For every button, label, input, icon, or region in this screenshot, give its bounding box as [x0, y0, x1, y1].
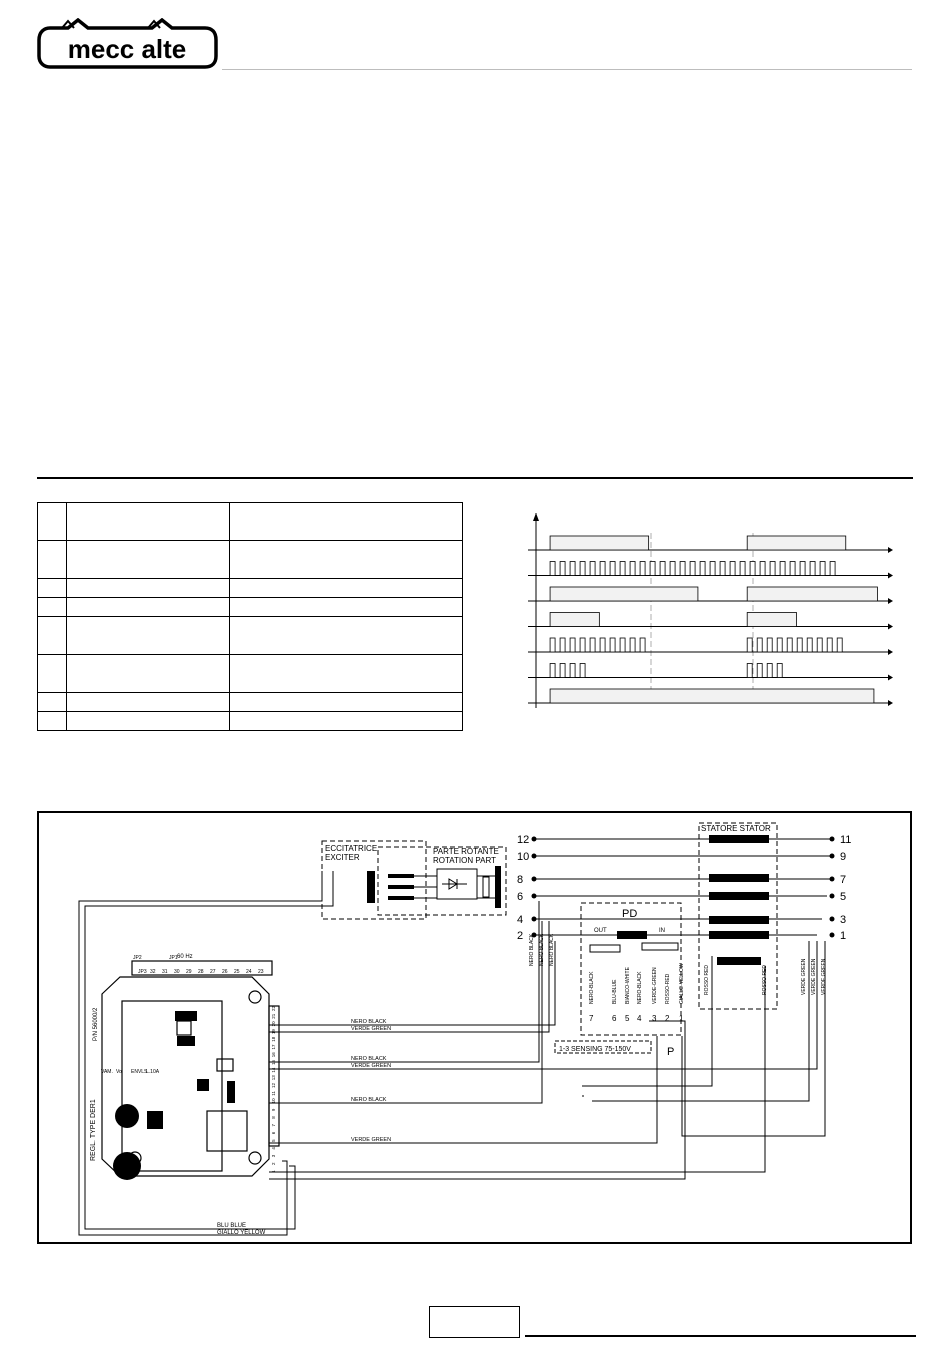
pd-terminal-label: 5	[625, 1014, 630, 1023]
board-side-terminal: 5	[271, 1139, 276, 1142]
pd-terminal-label: 1	[679, 1014, 684, 1023]
board-top-terminal: 28	[198, 969, 204, 975]
terminal-label: 1	[840, 930, 847, 942]
board-wire-label: VERDE GREEN	[351, 1137, 392, 1143]
timing-pulse	[560, 562, 565, 576]
table-row	[38, 541, 463, 579]
timing-pulse	[550, 587, 698, 601]
board-top-terminal: 23	[258, 969, 264, 975]
arrow-icon	[888, 573, 893, 579]
timing-pulse	[807, 638, 812, 652]
exciter-label-en: EXCITER	[325, 853, 360, 862]
timing-pulse	[680, 562, 685, 576]
arrow-icon	[888, 649, 893, 655]
terminal-label: 6	[517, 891, 524, 903]
jumper-label: JP2	[133, 955, 142, 961]
rotating-label: PARTE ROTANTE	[433, 847, 499, 856]
out-label: OUT	[594, 928, 607, 934]
timing-pulse	[600, 638, 605, 652]
board-side-terminal: 14	[271, 1067, 276, 1073]
timing-pulse	[830, 562, 835, 576]
jumper-label: JP1	[169, 955, 178, 961]
board-side-terminal: 12	[271, 1082, 276, 1088]
timing-pulse	[550, 562, 555, 576]
table-row	[38, 655, 463, 693]
timing-pulse	[550, 664, 555, 678]
terminal-label: 7	[840, 874, 847, 886]
timing-pulse	[580, 562, 585, 576]
table-row	[38, 598, 463, 617]
blue-label: BLU BLUE	[217, 1223, 247, 1229]
pd-label: PD	[622, 908, 638, 920]
regulator-board	[102, 977, 269, 1176]
regulator-code: P/N 56000/2	[93, 1007, 99, 1041]
timing-pulse	[600, 562, 605, 576]
timing-pulse	[560, 638, 565, 652]
terminal-label: 4	[517, 914, 524, 926]
board-side-terminal: 18	[271, 1036, 276, 1042]
timing-pulse	[817, 638, 822, 652]
board-side-terminal: 13	[271, 1075, 276, 1081]
board-wire-label: NERO BLACK	[351, 1097, 387, 1103]
pd-terminal-label: 6	[612, 1014, 617, 1023]
timing-pulse	[550, 536, 649, 550]
p-label: P	[667, 1046, 675, 1058]
board-side-terminal: 22	[271, 1005, 276, 1011]
timing-pulse	[747, 664, 752, 678]
board-top-terminal: 29	[186, 969, 192, 975]
terminal-label: 9	[840, 851, 847, 863]
pd-terminal-label: 3	[652, 1014, 657, 1023]
timing-pulse	[570, 664, 575, 678]
terminal-label: 2	[517, 930, 524, 942]
timing-pulse	[810, 562, 815, 576]
stator-wire-label: VERDE GREEN	[801, 958, 807, 995]
table-row	[38, 579, 463, 598]
arrow-icon	[888, 624, 893, 630]
timing-pulse	[767, 664, 772, 678]
board-wire-label: VERDE GREEN	[351, 1026, 392, 1032]
stator-wire-label: VERDE GREEN	[821, 958, 827, 995]
timing-pulse	[747, 587, 877, 601]
page-number-box	[429, 1306, 520, 1338]
timing-pulse	[640, 638, 645, 652]
timing-pulse	[837, 638, 842, 652]
vertical-wire-label: NERO BLACK	[539, 933, 545, 966]
pd-wire-label: NERO-BLACK	[589, 971, 595, 1004]
timing-pulse	[720, 562, 725, 576]
terminal-label: 3	[840, 914, 847, 926]
board-side-terminal: 21	[271, 1013, 276, 1019]
timing-pulse	[700, 562, 705, 576]
regulator-label: REGL. TYPE DER1	[90, 1099, 97, 1161]
timing-pulse	[550, 689, 874, 703]
sensing-label: 1-3 SENSING 75-150V	[559, 1046, 631, 1053]
trim-label: L.10A	[146, 1069, 160, 1075]
timing-pulse	[630, 562, 635, 576]
timing-pulse	[797, 638, 802, 652]
timing-pulse	[670, 562, 675, 576]
timing-pulse	[610, 638, 615, 652]
pd-wire-label: ROSSO-RED	[665, 973, 671, 1004]
trim-label: VAM.	[101, 1069, 113, 1075]
timing-pulse	[827, 638, 832, 652]
timing-pulse	[767, 638, 772, 652]
terminal-label: 5	[840, 891, 847, 903]
table-row	[38, 712, 463, 731]
timing-pulse	[757, 664, 762, 678]
section-rule	[37, 477, 913, 479]
timing-pulse	[690, 562, 695, 576]
board-side-terminal: 7	[271, 1123, 276, 1127]
stator-wire-label: ROSSO RED	[762, 964, 768, 995]
timing-pulse	[650, 562, 655, 576]
timing-pulse	[590, 638, 595, 652]
table-row	[38, 617, 463, 655]
stator-wire-label: ROSSO RED	[704, 964, 710, 995]
board-side-terminal: 10	[271, 1098, 276, 1104]
timing-pulse	[740, 562, 745, 576]
timing-pulse	[610, 562, 615, 576]
rotating-label-en: ROTATION PART	[433, 856, 496, 865]
timing-pulse	[590, 562, 595, 576]
arrow-icon	[888, 598, 893, 604]
board-top-terminal: 32	[150, 969, 156, 975]
timing-pulse	[820, 562, 825, 576]
mecc-alte-logo	[36, 18, 219, 70]
timing-pulse	[580, 638, 585, 652]
timing-pulse	[560, 664, 565, 678]
pd-wire-label: BLU-BLUE	[612, 979, 618, 1004]
board-wire-label: NERO BLACK	[351, 1019, 387, 1025]
parameter-table	[37, 502, 463, 731]
logo-text: mecc alte	[67, 34, 187, 64]
trim-label: ENVLS.	[131, 1069, 149, 1075]
board-side-terminal: 4	[271, 1147, 276, 1150]
vertical-wire-label: NERO BLACK	[529, 933, 535, 966]
pd-terminal-label: 7	[589, 1014, 594, 1023]
timing-pulse	[777, 638, 782, 652]
board-side-terminal: 20	[271, 1021, 276, 1027]
terminal-label: 12	[517, 834, 530, 846]
timing-pulse	[747, 638, 752, 652]
board-wire-label: VERDE GREEN	[351, 1063, 392, 1069]
trim-label: Vo	[116, 1069, 122, 1075]
exciter-label: ECCITATRICE	[325, 844, 378, 853]
timing-pulse	[580, 664, 585, 678]
timing-pulse	[800, 562, 805, 576]
timing-pulse	[570, 638, 575, 652]
footer-rule	[525, 1335, 916, 1337]
table-row	[38, 503, 463, 541]
pd-wire-label: GIALLO-YELLOW	[679, 963, 685, 1004]
wiring-diagram	[37, 811, 912, 1244]
timing-pulse	[770, 562, 775, 576]
table-row	[38, 693, 463, 712]
board-side-terminal: 11	[271, 1091, 276, 1096]
pd-wire-label: BIANCO-WHITE	[625, 967, 631, 1004]
timing-pulse	[620, 562, 625, 576]
timing-pulse	[780, 562, 785, 576]
timing-pulse	[550, 613, 599, 627]
board-side-terminal: 17	[271, 1044, 276, 1050]
board-side-terminal: 19	[271, 1029, 276, 1035]
board-side-terminal: 16	[271, 1052, 276, 1058]
board-side-terminal: 9	[271, 1108, 276, 1112]
timing-pulse	[777, 664, 782, 678]
header-rule	[222, 69, 912, 70]
board-side-terminal: 2	[271, 1162, 276, 1165]
arrow-icon	[888, 547, 893, 553]
timing-pulse	[710, 562, 715, 576]
timing-pulse	[640, 562, 645, 576]
timing-pulse	[730, 562, 735, 576]
stator-wire-label: VERDE GREEN	[811, 958, 817, 995]
pd-wire-label: NERO-BLACK	[637, 971, 643, 1004]
board-side-terminal: 6	[271, 1131, 276, 1135]
timing-pulse	[750, 562, 755, 576]
timing-pulse	[630, 638, 635, 652]
pd-terminal-label: 2	[665, 1014, 670, 1023]
timing-pulse	[787, 638, 792, 652]
yellow-label: GIALLO YELLOW	[217, 1230, 266, 1236]
terminal-label: 10	[517, 851, 530, 863]
terminal-label: 8	[517, 874, 524, 886]
timing-pulse	[760, 562, 765, 576]
board-wire-label: NERO BLACK	[351, 1056, 387, 1062]
arrow-icon	[888, 700, 893, 706]
timing-pulse	[757, 638, 762, 652]
board-side-terminal: 8	[271, 1116, 276, 1119]
pd-wire-label: VERDE-GREEN	[652, 967, 658, 1004]
stator-label: STATORE STATOR	[701, 824, 771, 833]
timing-pulse	[790, 562, 795, 576]
hz-label: 60 Hz	[177, 954, 193, 960]
board-top-terminal: 25	[234, 969, 240, 975]
board-top-terminal: 24	[246, 969, 252, 975]
timing-pulse	[620, 638, 625, 652]
board-side-terminal: 1	[271, 1170, 276, 1173]
timing-diagram	[528, 513, 893, 708]
board-top-terminal: 26	[222, 969, 228, 975]
arrow-icon	[888, 675, 893, 681]
board-top-terminal: 27	[210, 969, 216, 975]
pd-terminal-label: 4	[637, 1014, 642, 1023]
timing-pulse	[570, 562, 575, 576]
board-top-terminal: 30	[174, 969, 180, 975]
in-label: IN	[659, 928, 665, 934]
timing-pulse	[660, 562, 665, 576]
board-side-terminal: 15	[271, 1059, 276, 1065]
timing-pulse	[747, 536, 846, 550]
board-top-terminal: 31	[162, 969, 168, 975]
timing-pulse	[550, 638, 555, 652]
vertical-wire-label: NERO BLACK	[549, 933, 555, 966]
timing-pulse	[747, 613, 796, 627]
board-top-terminal: JP3	[138, 969, 147, 975]
terminal-label: 11	[840, 834, 852, 846]
board-side-terminal: 3	[271, 1154, 276, 1158]
